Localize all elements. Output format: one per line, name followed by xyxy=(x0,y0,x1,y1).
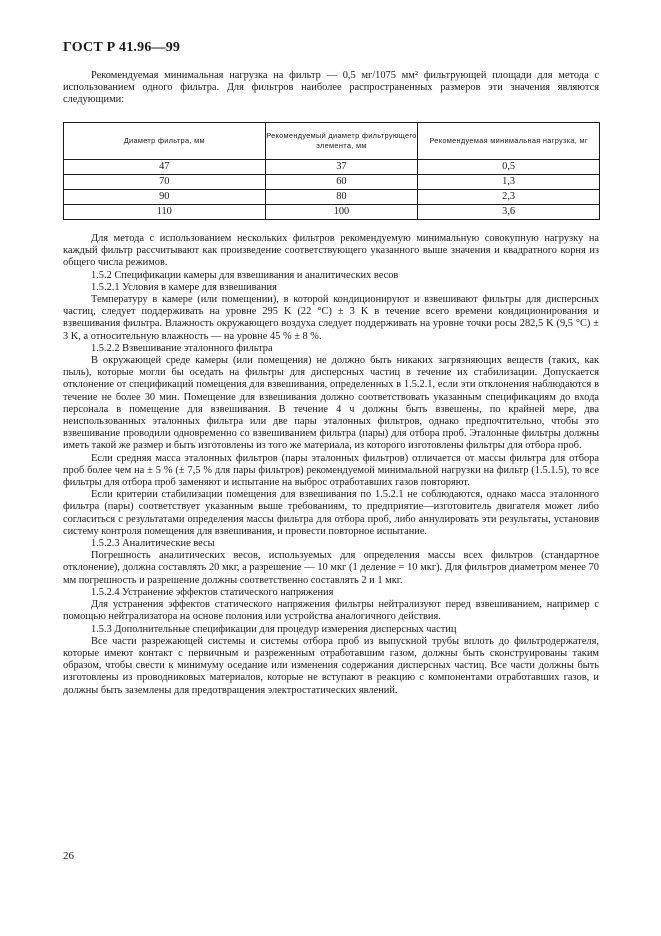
table-cell: 3,6 xyxy=(418,205,600,220)
intro-section xyxy=(63,70,599,107)
table-header-row xyxy=(64,123,600,160)
paragraph-chamber-conditions: Температуру в камере (или помещении), в которой кондиционируют и взвешивают фильтры для дисперсных частиц, следует поддерживать на уровне 295 K (22 °C) ± 3 K в течение всего времени кондиционирования и взвешивания фильтра. Влажность окружающего воздуха следует поддерживать на уровне точки росы 282,5 K (9,5 °C) ± 3 K, а относительную влажность — на уровне 45 % ± 8 %. xyxy=(63,294,599,342)
table-row xyxy=(64,205,600,220)
heading-1-5-3: 1.5.3 Дополнительные спецификации для процедур измерения дисперсных частиц xyxy=(91,623,457,635)
body-text xyxy=(63,233,599,697)
table-cell: 37 xyxy=(265,160,418,175)
table-row xyxy=(64,190,600,205)
table-cell: 80 xyxy=(265,190,418,205)
table-row xyxy=(64,175,600,190)
heading-1-5-2: 1.5.2 Спецификации камеры для взвешивания и аналитических весов xyxy=(91,269,399,281)
table-cell: 60 xyxy=(265,175,418,190)
paragraph-static-elimination: Для устранения эффектов статического напряжения фильтры нейтрализуют перед взвешиванием, например с помощью нейтрализатора на основе полония или устройства аналогичного действия. xyxy=(63,599,599,623)
filter-load-table xyxy=(63,122,600,220)
table-cell: 0,5 xyxy=(418,160,600,175)
heading-1-5-2-2: 1.5.2.2 Взвешивание эталонного фильтра xyxy=(91,342,273,354)
table-cell: 100 xyxy=(265,205,418,220)
paragraph-mass-deviation: Если средняя масса эталонных фильтров (пары эталонных фильтров) отличается от массы фильтра для отбора проб более чем на ± 5 % (± 7,5 % для пары фильтров) рекомендуемой минимальной нагрузки на фильтр (1.5.1.5), то все фильтры для отбора проб заменяют и испытание на выброс отработавших газов повторяют. xyxy=(63,452,599,489)
table-row xyxy=(64,160,600,175)
heading-1-5-2-3: 1.5.2.3 Аналитические весы xyxy=(91,538,215,550)
heading-1-5-2-4: 1.5.2.4 Устранение эффектов статического напряжения xyxy=(91,586,334,598)
col-header-element-diameter: Рекомендуемый диаметр фильтрующего элемента, мм xyxy=(265,123,418,160)
page-number: 26 xyxy=(63,850,74,862)
table-cell: 1,3 xyxy=(418,175,600,190)
paragraph-multi-filter: Для метода с использованием нескольких фильтров рекомендуемую минимальную совокупную нагрузку на каждый фильтр рассчитывают как произведение соответствующего указанного выше значения и квадратного корня из общего числа режимов. xyxy=(63,233,599,269)
table-cell: 2,3 xyxy=(418,190,600,205)
heading-1-5-2-1: 1.5.2.1 Условия в камере для взвешивания xyxy=(91,281,277,293)
col-header-filter-diameter: Диаметр фильтра, мм xyxy=(64,123,266,160)
col-header-min-load: Рекомендуемая минимальная нагрузка, мг xyxy=(418,123,600,160)
document-code: ГОСТ Р 41.96—99 xyxy=(63,40,181,55)
paragraph-sampling-system: Все части разрежающей системы и системы отбора проб из выпускной трубы вплоть до фильтродержателя, которые имеют контакт с первичным и разреженным отработавшим газом, должны быть сконструированы таким образом, чтобы свести к минимуму оседание или изменения содержания дисперсных частиц. Все части должны быть изготовлены из проводниковых материалов, которые не вступают в реакцию с компонентами отработавших газов, и должны быть заземлены для предотвращения электростатических явлений. xyxy=(63,635,599,696)
paragraph-reference-filter: В окружающей среде камеры (или помещения) не должно быть никаких загрязняющих веществ (таких, как пыль), которые могли бы оседать на фильтры для дисперсных частиц в течение их стабилизации. Допускается отклонение от спецификаций помещения для взвешивания, определенных в 1.5.2.1, если эти отклонения наблюдаются в течение не более 30 мин. Помещение для взвешивания должно соответствовать указанным спецификациям до входа персонала в помещение для взвешивания. В течение 4 ч должны быть взвешены, по крайней мере, два неиспользованных эталонных фильтра или две пары эталонных фильтров, однако предпочтительно, чтобы это взвешивание проводили одновременно со взвешиванием фильтра (пары) для отбора проб. Эталонные фильтры должны иметь такой же размер и быть изготовлены из того же материала, из которого изготовлены фильтры для отбора проб. xyxy=(63,355,599,452)
table-cell: 47 xyxy=(64,160,266,175)
paragraph-analytical-balance: Погрешность аналитических весов, используемых для определения массы всех фильтров (стандартное отклонение), должна составлять 20 мкг, а разрешение — 10 мкг (1 деление = 10 мкг). Для фильтров диаметром менее 70 мм погрешность и разрешение должны соответственно составлять 2 и 1 мкг. xyxy=(63,550,599,586)
intro-paragraph: Рекомендуемая минимальная нагрузка на фильтр — 0,5 мг/1075 мм² фильтрующей площади для метода с использованием одного фильтра. Для фильтров наиболее распространенных размеров эти значения являются следующими: xyxy=(63,70,599,106)
paragraph-stabilization-criteria: Если критерии стабилизации помещения для взвешивания по 1.5.2.1 не соблюдаются, однако масса эталонного фильтра (пары) соответствует указанным выше требованиям, то предприятие—изготовитель двигателя может либо согласиться с результатами определения массы фильтра для отбора проб, либо аннулировать эти результаты, установив систему контроля помещения для взвешивания, и провести повторное испытание. xyxy=(63,489,599,537)
table-cell: 110 xyxy=(64,205,266,220)
table-cell: 70 xyxy=(64,175,266,190)
table-cell: 90 xyxy=(64,190,266,205)
